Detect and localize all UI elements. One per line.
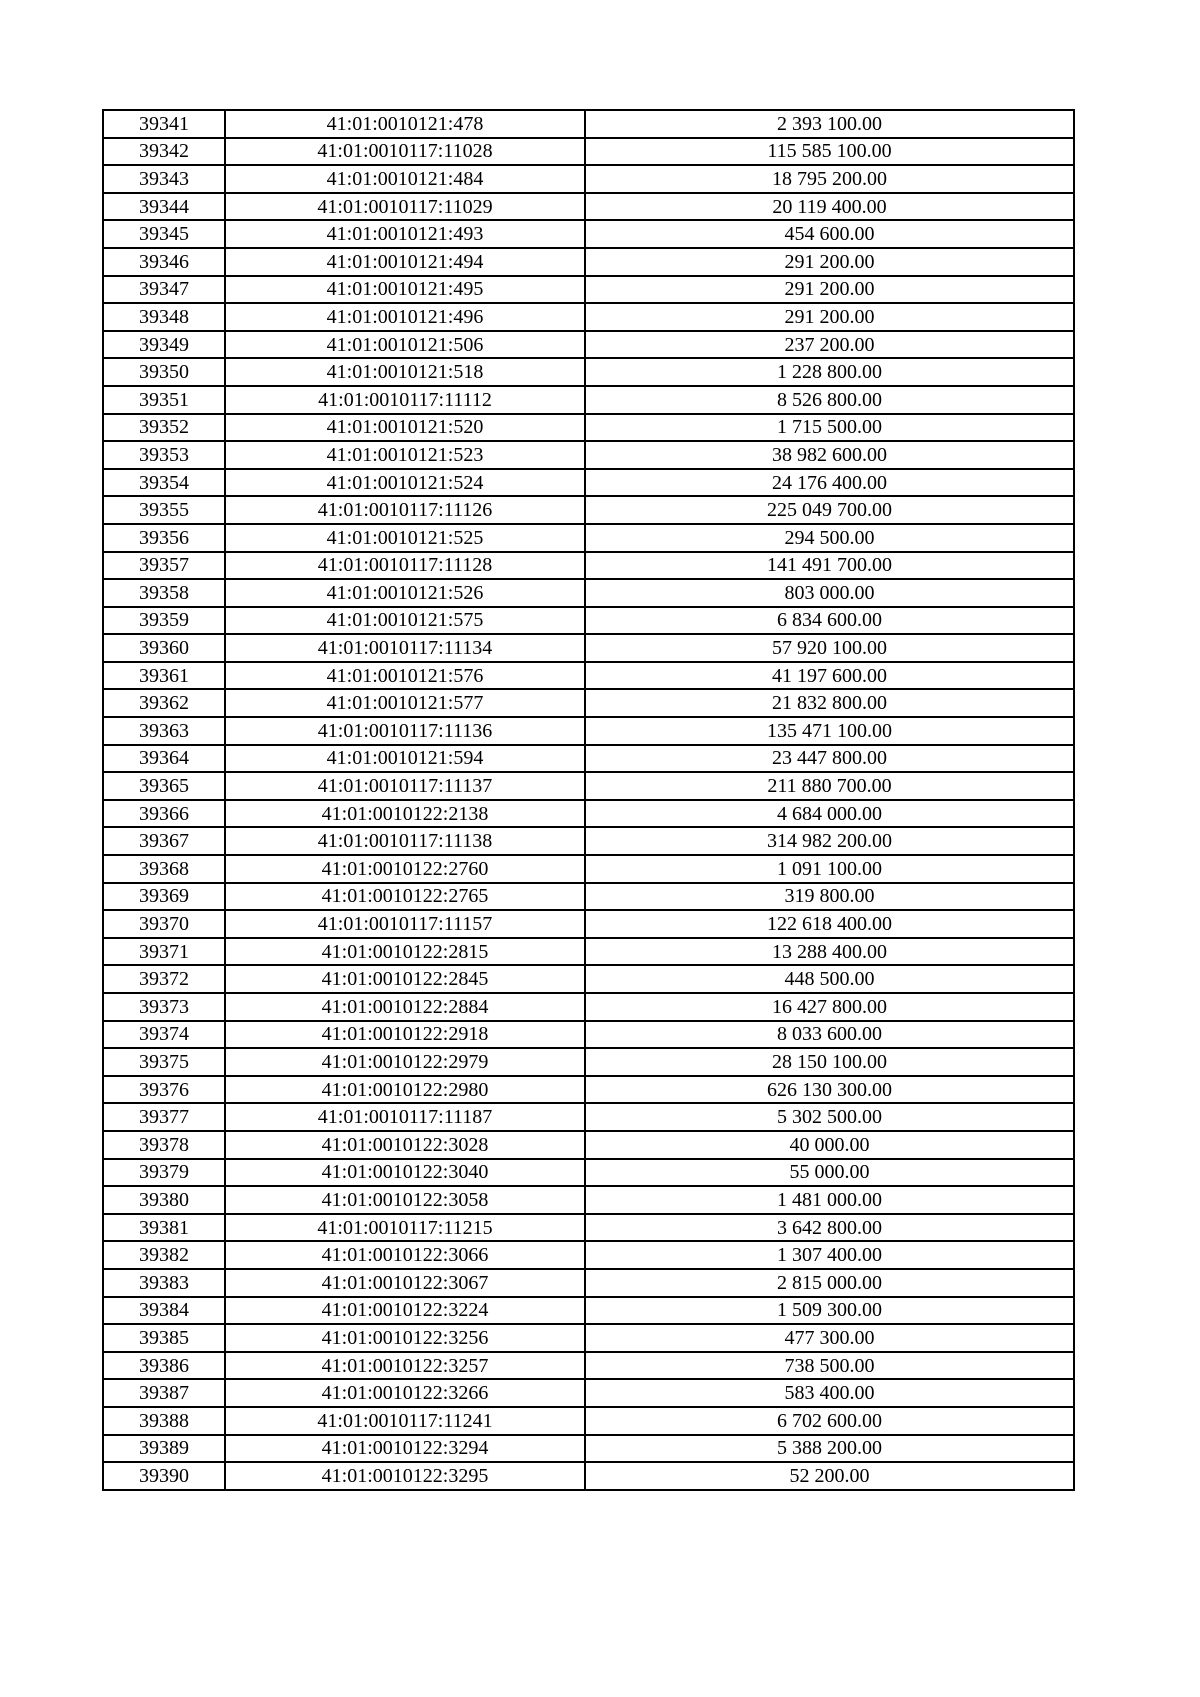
table-row	[103, 1159, 1074, 1187]
row-number-cell: 39389	[103, 1435, 225, 1463]
cadastral-number-cell: 41:01:0010121:484	[225, 165, 585, 193]
cadastral-value-cell: 135 471 100.00	[585, 717, 1074, 745]
cadastral-value-cell: 21 832 800.00	[585, 689, 1074, 717]
cadastral-value-cell: 52 200.00	[585, 1462, 1074, 1490]
cadastral-number-cell: 41:01:0010122:2815	[225, 938, 585, 966]
cadastral-value-cell: 1 509 300.00	[585, 1297, 1074, 1325]
row-number-cell: 39376	[103, 1076, 225, 1104]
table-row	[103, 800, 1074, 828]
row-number-cell: 39375	[103, 1048, 225, 1076]
table-row	[103, 772, 1074, 800]
row-number-cell: 39348	[103, 303, 225, 331]
row-number-cell: 39370	[103, 910, 225, 938]
cadastral-value-cell: 5 388 200.00	[585, 1435, 1074, 1463]
cadastral-number-cell: 41:01:0010121:576	[225, 662, 585, 690]
table-row	[103, 1131, 1074, 1159]
table-row	[103, 1241, 1074, 1269]
table-row	[103, 110, 1074, 138]
cadastral-value-cell: 4 684 000.00	[585, 800, 1074, 828]
table-row	[103, 220, 1074, 248]
cadastral-number-cell: 41:01:0010117:11028	[225, 138, 585, 166]
row-number-cell: 39360	[103, 634, 225, 662]
cadastral-number-cell: 41:01:0010122:3224	[225, 1297, 585, 1325]
row-number-cell: 39385	[103, 1324, 225, 1352]
cadastral-value-cell: 122 618 400.00	[585, 910, 1074, 938]
row-number-cell: 39365	[103, 772, 225, 800]
cadastral-number-cell: 41:01:0010122:3058	[225, 1186, 585, 1214]
cadastral-number-cell: 41:01:0010121:575	[225, 607, 585, 635]
row-number-cell: 39390	[103, 1462, 225, 1490]
cadastral-value-cell: 291 200.00	[585, 248, 1074, 276]
row-number-cell: 39379	[103, 1159, 225, 1187]
cadastral-number-cell: 41:01:0010117:11187	[225, 1103, 585, 1131]
table-row	[103, 634, 1074, 662]
cadastral-value-cell: 20 119 400.00	[585, 193, 1074, 221]
cadastral-number-cell: 41:01:0010121:495	[225, 276, 585, 304]
row-number-cell: 39384	[103, 1297, 225, 1325]
row-number-cell: 39366	[103, 800, 225, 828]
cadastral-value-cell: 738 500.00	[585, 1352, 1074, 1380]
table-row	[103, 358, 1074, 386]
cadastral-number-cell: 41:01:0010122:3066	[225, 1241, 585, 1269]
row-number-cell: 39351	[103, 386, 225, 414]
cadastral-value-cell: 583 400.00	[585, 1379, 1074, 1407]
cadastral-number-cell: 41:01:0010121:524	[225, 469, 585, 497]
table-row	[103, 1186, 1074, 1214]
table-row	[103, 1435, 1074, 1463]
cadastral-number-cell: 41:01:0010122:2918	[225, 1021, 585, 1049]
row-number-cell: 39380	[103, 1186, 225, 1214]
table-row	[103, 1379, 1074, 1407]
cadastral-value-cell: 115 585 100.00	[585, 138, 1074, 166]
row-number-cell: 39383	[103, 1269, 225, 1297]
cadastral-number-cell: 41:01:0010121:525	[225, 524, 585, 552]
cadastral-value-cell: 237 200.00	[585, 331, 1074, 359]
table-row	[103, 248, 1074, 276]
row-number-cell: 39367	[103, 827, 225, 855]
table-row	[103, 1352, 1074, 1380]
table-row	[103, 165, 1074, 193]
row-number-cell: 39347	[103, 276, 225, 304]
cadastral-value-cell: 291 200.00	[585, 276, 1074, 304]
cadastral-number-cell: 41:01:0010122:3294	[225, 1435, 585, 1463]
cadastral-number-cell: 41:01:0010122:3067	[225, 1269, 585, 1297]
cadastral-value-cell: 225 049 700.00	[585, 496, 1074, 524]
row-number-cell: 39387	[103, 1379, 225, 1407]
row-number-cell: 39388	[103, 1407, 225, 1435]
cadastral-number-cell: 41:01:0010121:518	[225, 358, 585, 386]
cadastral-number-cell: 41:01:0010121:523	[225, 441, 585, 469]
table-row	[103, 1407, 1074, 1435]
cadastral-value-cell: 454 600.00	[585, 220, 1074, 248]
cadastral-number-cell: 41:01:0010122:3028	[225, 1131, 585, 1159]
table-row	[103, 827, 1074, 855]
cadastral-value-cell: 294 500.00	[585, 524, 1074, 552]
row-number-cell: 39341	[103, 110, 225, 138]
table-row	[103, 1297, 1074, 1325]
table-row	[103, 276, 1074, 304]
table-row	[103, 1021, 1074, 1049]
cadastral-number-cell: 41:01:0010117:11138	[225, 827, 585, 855]
cadastral-value-cell: 319 800.00	[585, 883, 1074, 911]
cadastral-value-cell: 803 000.00	[585, 579, 1074, 607]
table-row	[103, 855, 1074, 883]
table-row	[103, 745, 1074, 773]
cadastral-number-cell: 41:01:0010117:11112	[225, 386, 585, 414]
row-number-cell: 39350	[103, 358, 225, 386]
row-number-cell: 39356	[103, 524, 225, 552]
table-row	[103, 386, 1074, 414]
table-row	[103, 1103, 1074, 1131]
table-row	[103, 938, 1074, 966]
table-row	[103, 1462, 1074, 1490]
row-number-cell: 39355	[103, 496, 225, 524]
table-row	[103, 1214, 1074, 1242]
table-row	[103, 607, 1074, 635]
table-body	[103, 110, 1074, 1490]
row-number-cell: 39352	[103, 414, 225, 442]
row-number-cell: 39374	[103, 1021, 225, 1049]
cadastral-number-cell: 41:01:0010122:2765	[225, 883, 585, 911]
cadastral-number-cell: 41:01:0010121:493	[225, 220, 585, 248]
table-row	[103, 441, 1074, 469]
cadastral-value-cell: 1 715 500.00	[585, 414, 1074, 442]
table-row	[103, 883, 1074, 911]
table-row	[103, 910, 1074, 938]
cadastral-number-cell: 41:01:0010117:11137	[225, 772, 585, 800]
table-row	[103, 717, 1074, 745]
cadastral-number-cell: 41:01:0010121:496	[225, 303, 585, 331]
row-number-cell: 39353	[103, 441, 225, 469]
cadastral-number-cell: 41:01:0010122:2845	[225, 965, 585, 993]
cadastral-value-cell: 18 795 200.00	[585, 165, 1074, 193]
cadastral-number-cell: 41:01:0010122:3256	[225, 1324, 585, 1352]
row-number-cell: 39354	[103, 469, 225, 497]
table-row	[103, 1076, 1074, 1104]
cadastral-number-cell: 41:01:0010121:594	[225, 745, 585, 773]
row-number-cell: 39381	[103, 1214, 225, 1242]
cadastral-number-cell: 41:01:0010121:577	[225, 689, 585, 717]
cadastral-value-cell: 1 307 400.00	[585, 1241, 1074, 1269]
cadastral-value-cell: 28 150 100.00	[585, 1048, 1074, 1076]
table-row	[103, 993, 1074, 1021]
cadastral-value-cell: 55 000.00	[585, 1159, 1074, 1187]
cadastral-value-cell: 41 197 600.00	[585, 662, 1074, 690]
table-row	[103, 303, 1074, 331]
table-row	[103, 965, 1074, 993]
table-row	[103, 1324, 1074, 1352]
row-number-cell: 39346	[103, 248, 225, 276]
table-row	[103, 469, 1074, 497]
table-row	[103, 496, 1074, 524]
row-number-cell: 39382	[103, 1241, 225, 1269]
table-row	[103, 524, 1074, 552]
cadastral-value-table	[102, 109, 1075, 1491]
cadastral-number-cell: 41:01:0010122:2980	[225, 1076, 585, 1104]
cadastral-number-cell: 41:01:0010122:2138	[225, 800, 585, 828]
cadastral-number-cell: 41:01:0010122:3257	[225, 1352, 585, 1380]
cadastral-number-cell: 41:01:0010122:2760	[225, 855, 585, 883]
cadastral-value-cell: 40 000.00	[585, 1131, 1074, 1159]
row-number-cell: 39358	[103, 579, 225, 607]
cadastral-value-cell: 38 982 600.00	[585, 441, 1074, 469]
cadastral-value-cell: 5 302 500.00	[585, 1103, 1074, 1131]
row-number-cell: 39342	[103, 138, 225, 166]
table-row	[103, 579, 1074, 607]
table-row	[103, 331, 1074, 359]
cadastral-number-cell: 41:01:0010117:11157	[225, 910, 585, 938]
cadastral-number-cell: 41:01:0010122:2884	[225, 993, 585, 1021]
cadastral-value-cell: 291 200.00	[585, 303, 1074, 331]
cadastral-value-cell: 24 176 400.00	[585, 469, 1074, 497]
cadastral-number-cell: 41:01:0010122:2979	[225, 1048, 585, 1076]
cadastral-number-cell: 41:01:0010121:494	[225, 248, 585, 276]
cadastral-value-cell: 1 091 100.00	[585, 855, 1074, 883]
row-number-cell: 39378	[103, 1131, 225, 1159]
row-number-cell: 39361	[103, 662, 225, 690]
cadastral-value-cell: 57 920 100.00	[585, 634, 1074, 662]
table-row	[103, 689, 1074, 717]
row-number-cell: 39373	[103, 993, 225, 1021]
row-number-cell: 39343	[103, 165, 225, 193]
row-number-cell: 39345	[103, 220, 225, 248]
cadastral-number-cell: 41:01:0010121:520	[225, 414, 585, 442]
row-number-cell: 39371	[103, 938, 225, 966]
cadastral-number-cell: 41:01:0010121:478	[225, 110, 585, 138]
row-number-cell: 39362	[103, 689, 225, 717]
table-row	[103, 1269, 1074, 1297]
document-page	[102, 109, 1075, 1491]
cadastral-value-cell: 8 033 600.00	[585, 1021, 1074, 1049]
table-row	[103, 193, 1074, 221]
table-row	[103, 552, 1074, 580]
cadastral-number-cell: 41:01:0010121:526	[225, 579, 585, 607]
cadastral-value-cell: 1 481 000.00	[585, 1186, 1074, 1214]
cadastral-value-cell: 16 427 800.00	[585, 993, 1074, 1021]
cadastral-value-cell: 2 393 100.00	[585, 110, 1074, 138]
cadastral-value-cell: 8 526 800.00	[585, 386, 1074, 414]
row-number-cell: 39368	[103, 855, 225, 883]
row-number-cell: 39363	[103, 717, 225, 745]
table-row	[103, 1048, 1074, 1076]
cadastral-value-cell: 626 130 300.00	[585, 1076, 1074, 1104]
cadastral-value-cell: 477 300.00	[585, 1324, 1074, 1352]
cadastral-value-cell: 3 642 800.00	[585, 1214, 1074, 1242]
cadastral-value-cell: 211 880 700.00	[585, 772, 1074, 800]
row-number-cell: 39344	[103, 193, 225, 221]
cadastral-value-cell: 2 815 000.00	[585, 1269, 1074, 1297]
table-row	[103, 138, 1074, 166]
cadastral-number-cell: 41:01:0010117:11134	[225, 634, 585, 662]
row-number-cell: 39359	[103, 607, 225, 635]
cadastral-number-cell: 41:01:0010117:11029	[225, 193, 585, 221]
row-number-cell: 39377	[103, 1103, 225, 1131]
cadastral-value-cell: 6 834 600.00	[585, 607, 1074, 635]
cadastral-value-cell: 13 288 400.00	[585, 938, 1074, 966]
cadastral-value-cell: 448 500.00	[585, 965, 1074, 993]
cadastral-number-cell: 41:01:0010122:3040	[225, 1159, 585, 1187]
row-number-cell: 39386	[103, 1352, 225, 1380]
cadastral-number-cell: 41:01:0010117:11128	[225, 552, 585, 580]
cadastral-value-cell: 314 982 200.00	[585, 827, 1074, 855]
cadastral-value-cell: 1 228 800.00	[585, 358, 1074, 386]
cadastral-number-cell: 41:01:0010117:11136	[225, 717, 585, 745]
row-number-cell: 39349	[103, 331, 225, 359]
cadastral-value-cell: 141 491 700.00	[585, 552, 1074, 580]
cadastral-number-cell: 41:01:0010117:11241	[225, 1407, 585, 1435]
row-number-cell: 39364	[103, 745, 225, 773]
cadastral-value-cell: 6 702 600.00	[585, 1407, 1074, 1435]
row-number-cell: 39372	[103, 965, 225, 993]
cadastral-number-cell: 41:01:0010122:3295	[225, 1462, 585, 1490]
table-row	[103, 662, 1074, 690]
cadastral-number-cell: 41:01:0010121:506	[225, 331, 585, 359]
table-row	[103, 414, 1074, 442]
row-number-cell: 39357	[103, 552, 225, 580]
cadastral-value-cell: 23 447 800.00	[585, 745, 1074, 773]
cadastral-number-cell: 41:01:0010117:11215	[225, 1214, 585, 1242]
row-number-cell: 39369	[103, 883, 225, 911]
cadastral-number-cell: 41:01:0010117:11126	[225, 496, 585, 524]
cadastral-number-cell: 41:01:0010122:3266	[225, 1379, 585, 1407]
